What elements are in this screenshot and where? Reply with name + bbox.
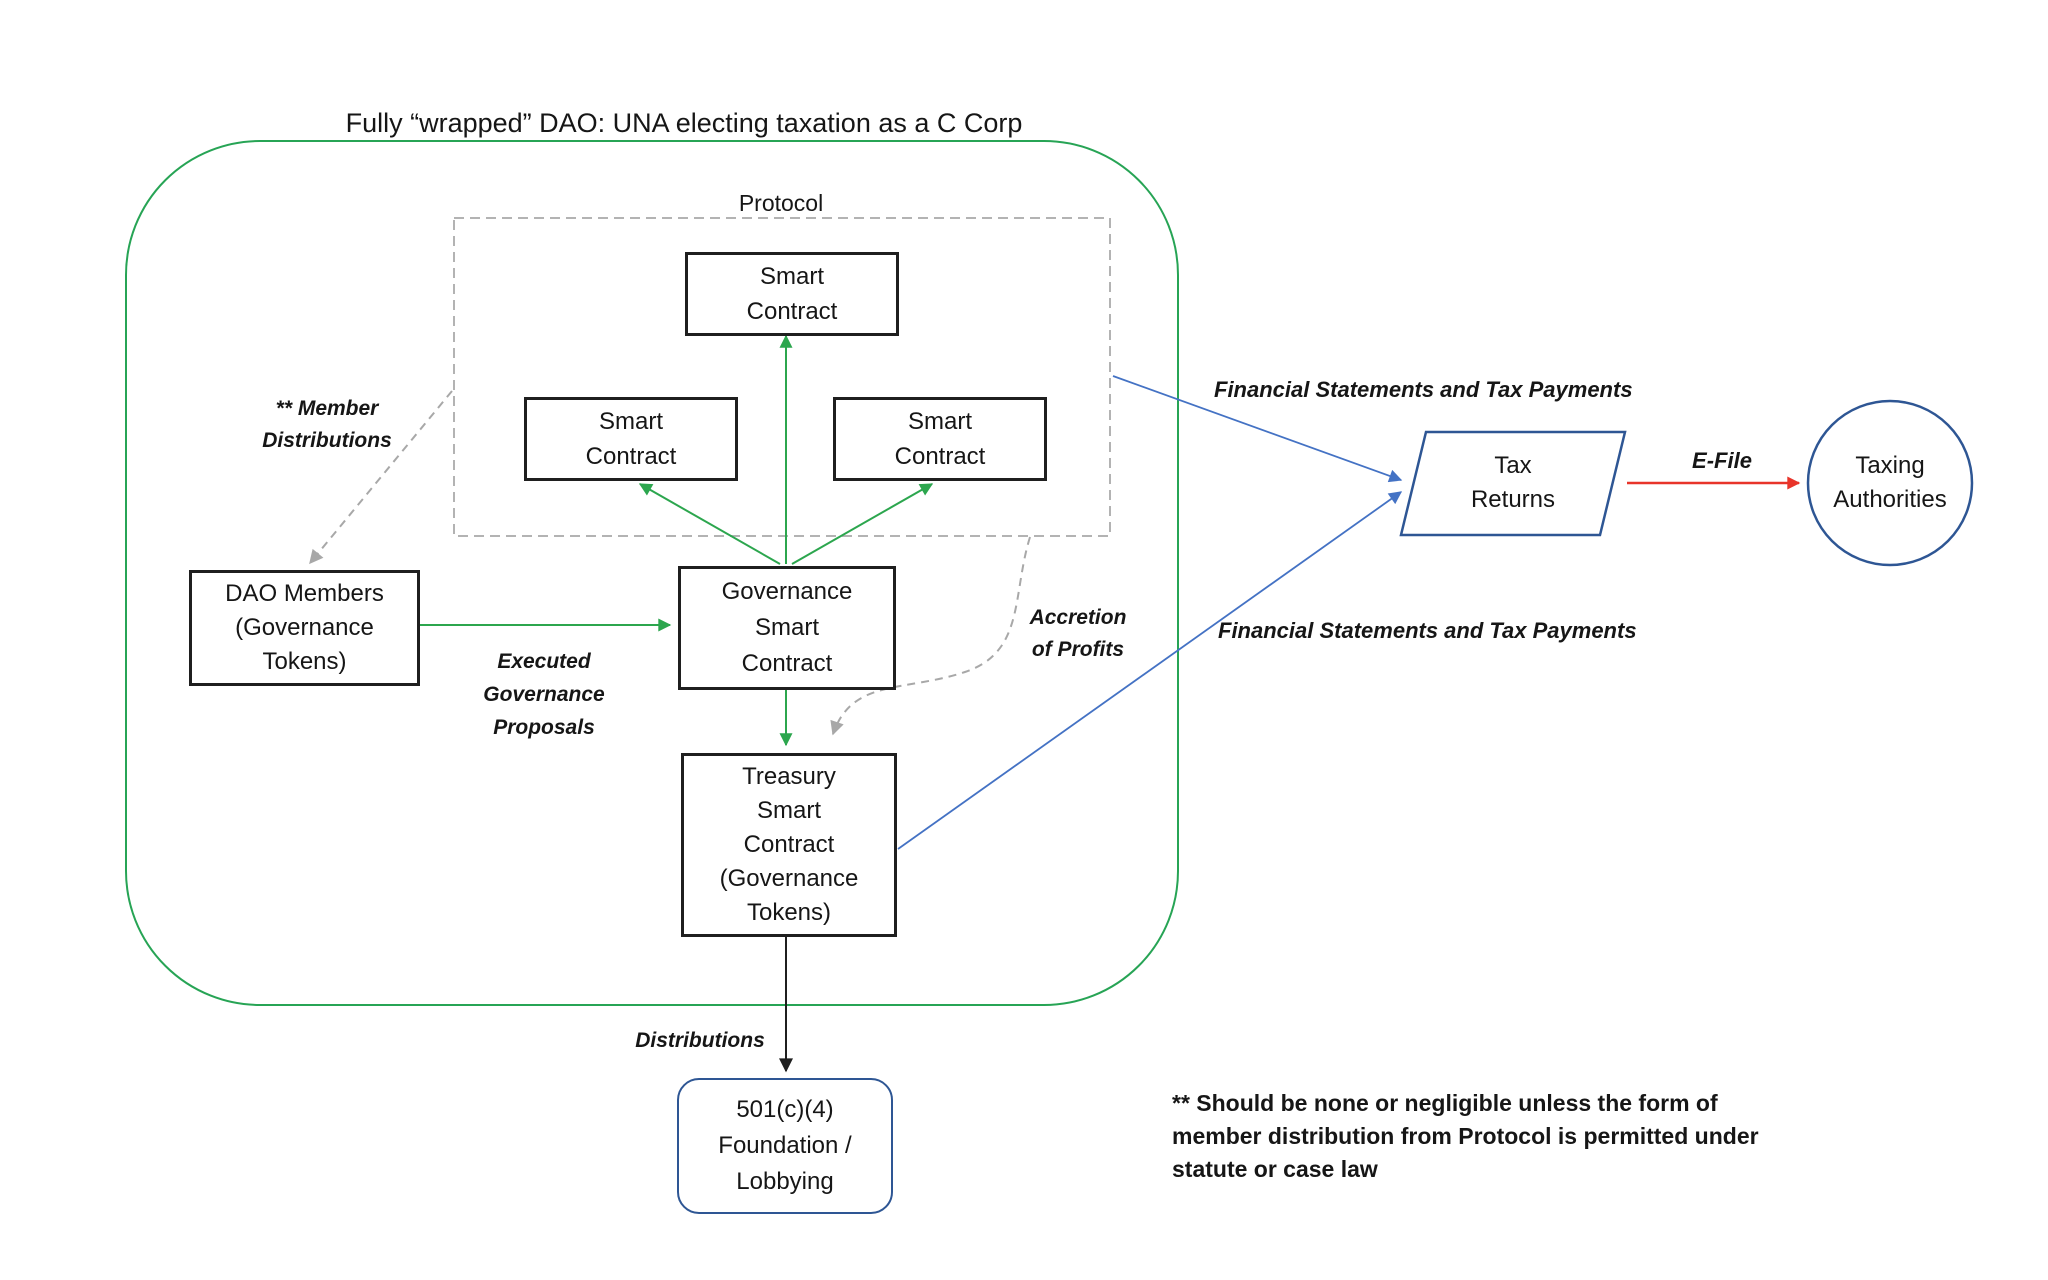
treasury-line3: Contract (743, 831, 835, 858)
financial-statements-top-label: Financial Statements and Tax Payments (1214, 377, 1633, 402)
governance-smart-contract-box (678, 566, 896, 690)
treasury-to-tax-returns-line (898, 492, 1401, 849)
treasury-line1: Treasury (742, 763, 836, 790)
efile-label: E-File (1692, 448, 1752, 473)
tax-returns-label (1413, 449, 1613, 517)
treasury-line4: (Governance (719, 865, 859, 892)
smart-contract-right-line2: Contract (894, 443, 986, 470)
dao-members-line1: DAO Members (225, 580, 384, 607)
governance-line2: Smart (754, 614, 819, 641)
dao-members-line3: Tokens) (262, 648, 347, 675)
governance-to-smart-contract-right-arrow (792, 484, 932, 564)
foundation-line1: 501(c)(4) (736, 1096, 834, 1123)
footnote: ** Should be none or negligible unless the form of member distribution from Protocol is permitted under statute or case law (1172, 1090, 1759, 1182)
smart-contract-right-line1: Smart (907, 408, 972, 435)
foundation-box (677, 1078, 893, 1214)
treasury-line2: Smart (756, 797, 821, 824)
protocol-label: Protocol (738, 190, 824, 216)
smart-contract-left-line2: Contract (585, 443, 677, 470)
smart-contract-top-line1: Smart (759, 263, 824, 290)
smart-contract-left-box (524, 397, 738, 481)
member-distributions-label: ** Member Distributions (262, 397, 392, 452)
smart-contract-right-box (833, 397, 1047, 481)
executed-governance-proposals-label: Executed Governance Proposals (483, 650, 605, 739)
taxing-authorities-line1: Taxing (1855, 452, 1925, 479)
distributions-label: Distributions (635, 1029, 765, 1052)
treasury-line5: Tokens) (746, 899, 832, 926)
dao-members-line2: (Governance (235, 614, 374, 641)
smart-contract-left-line1: Smart (598, 408, 663, 435)
foundation-line2: Foundation / (718, 1132, 852, 1159)
tax-returns-line1: Tax (1494, 452, 1532, 479)
accretion-of-profits-label: Accretion of Profits (1029, 606, 1127, 661)
governance-line3: Contract (741, 650, 833, 677)
treasury-smart-contract-box (681, 753, 897, 937)
tax-returns-line2: Returns (1470, 486, 1556, 513)
taxing-authorities-label (1790, 449, 1990, 517)
financial-statements-bottom-label: Financial Statements and Tax Payments (1218, 618, 1637, 643)
diagram-title: Fully “wrapped” DAO: UNA electing taxation as a C Corp (345, 108, 1023, 138)
governance-line1: Governance (721, 578, 853, 605)
smart-contract-top-box (685, 252, 899, 336)
dao-members-box (189, 570, 420, 686)
foundation-line3: Lobbying (736, 1168, 834, 1195)
taxing-authorities-line2: Authorities (1833, 486, 1947, 513)
governance-to-smart-contract-left-arrow (640, 484, 780, 564)
smart-contract-top-line2: Contract (746, 298, 838, 325)
